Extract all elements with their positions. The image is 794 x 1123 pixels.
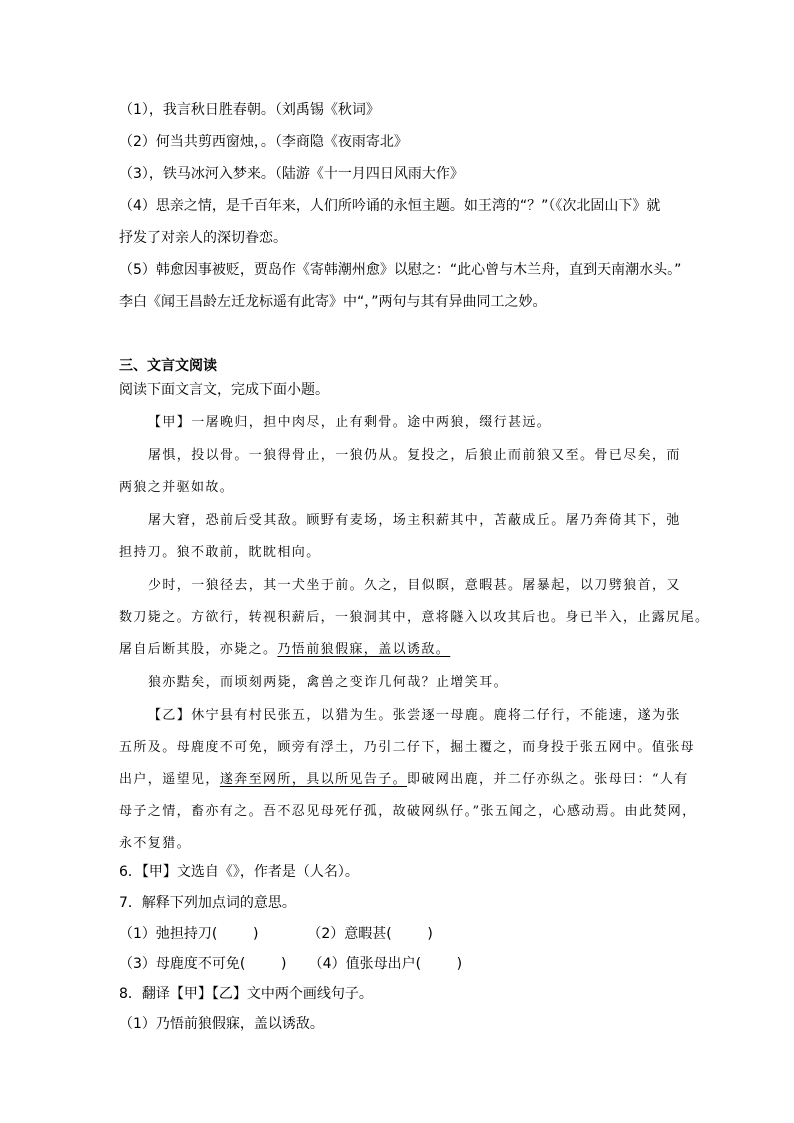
question-5-3: （3），铁马冰河入梦来。（陆游《十一月四日风雨大作》	[119, 166, 464, 182]
passage-jia-p2-l2: 两狼之并驱如故。	[119, 480, 235, 495]
passage-yi-l2: 五所及。母鹿度不可免，顾旁有浮土，乃引二仔下，掘土覆之，而身投于张五网中。值张母	[119, 740, 696, 755]
question-5-5: （5）韩愈因事被贬，贾岛作《寄韩潮州愈》以慰之：“此心曾与木兰舟，直到天南潮水头。”	[119, 262, 682, 278]
question-5-1: （1），我言秋日胜春朝。（刘禹锡《秋词》	[119, 102, 380, 118]
passage-jia-p1: 【甲】一屠晚归，担中肉尽，止有剩骨。途中两狼，缀行甚远。	[148, 415, 552, 430]
question-7: 7．解释下列加点词的意思。	[119, 895, 296, 911]
question-6: 6．【甲】文选自《》，作者是（人名）。	[119, 864, 359, 880]
section-title: 三、文言文阅读	[119, 358, 217, 374]
passage-yi-l4: 母子之情，畜亦有之。吾不忍见母死仔孤，故破网纵仔。”张五闻之，心感动焉。由此焚网，	[119, 804, 697, 819]
passage-yi-l1: 【乙】休宁县有村民张五，以猎为生。张尝逐一母鹿。鹿将二仔行，不能速，遂为张	[148, 708, 681, 723]
passage-jia-p4-l1: 少时，一狼径去，其一犬坐于前。久之，目似瞑，意暇甚。屠暴起，以刀劈狼首，又	[148, 578, 681, 593]
passage-text: 屠自后断其股，亦毙之。	[119, 642, 278, 657]
passage-yi-l3	[119, 770, 689, 790]
question-5-2: （2）何当共剪西窗烛，。（李商隐《夜雨寄北》	[119, 134, 408, 150]
passage-jia-p2-l1: 屠惧，投以骨。一狼得骨止，一狼仍从。复投之，后狼止而前狼又至。骨已尽矣，而	[148, 448, 681, 463]
instruction: 阅读下面文言文，完成下面小题。	[119, 382, 329, 398]
question-8-1: （1）乃悟前狼假寐，盖以诱敌。	[119, 1016, 324, 1032]
question-5-4: （4）思亲之情，是千百年来，人们所吟诵的永恒主题。如王湾的“？”（《次北固山下》就	[119, 198, 661, 214]
passage-text: 出户，遥望见，	[119, 772, 220, 787]
question-7-row-2: （3）母鹿度不可免( ) （4）值张母出户( )	[119, 956, 463, 972]
question-5-4-cont: 抒发了对亲人的深切眷恋。	[119, 230, 287, 246]
passage-yi-l5: 永不复猎。	[119, 836, 192, 851]
passage-text: 即破网出鹿，并二仔亦纵之。张母曰：“人有	[407, 772, 689, 787]
underlined-sentence-jia: 乃悟前狼假寐，盖以诱敌。	[277, 642, 451, 657]
passage-jia-p5: 狼亦黠矣，而顷刻两毙，禽兽之变诈几何哉？止增笑耳。	[148, 675, 509, 690]
underlined-sentence-yi: 遂奔至网所，具以所见告子。	[219, 772, 408, 787]
passage-jia-p3-l2: 担持刀。狼不敢前，眈眈相向。	[119, 545, 321, 560]
passage-jia-p3-l1: 屠大窘，恐前后受其敌。顾野有麦场，场主积薪其中，苫蔽成丘。屠乃奔倚其下，弛	[148, 513, 681, 528]
question-8: 8．翻译【甲】【乙】文中两个画线句子。	[119, 986, 373, 1002]
passage-jia-p4-l3	[119, 640, 450, 660]
question-7-row-1: （1）弛担持刀( ) （2）意暇甚( )	[119, 926, 433, 942]
question-5-5-cont: 李白《闻王昌龄左迁龙标遥有此寄》中“，”两句与其有异曲同工之妙。	[119, 294, 547, 310]
passage-jia-p4-l2: 数刀毙之。方欲行，转视积薪后，一狼洞其中，意将隧入以攻其后也。身已半入，止露尻尾。	[119, 610, 710, 625]
